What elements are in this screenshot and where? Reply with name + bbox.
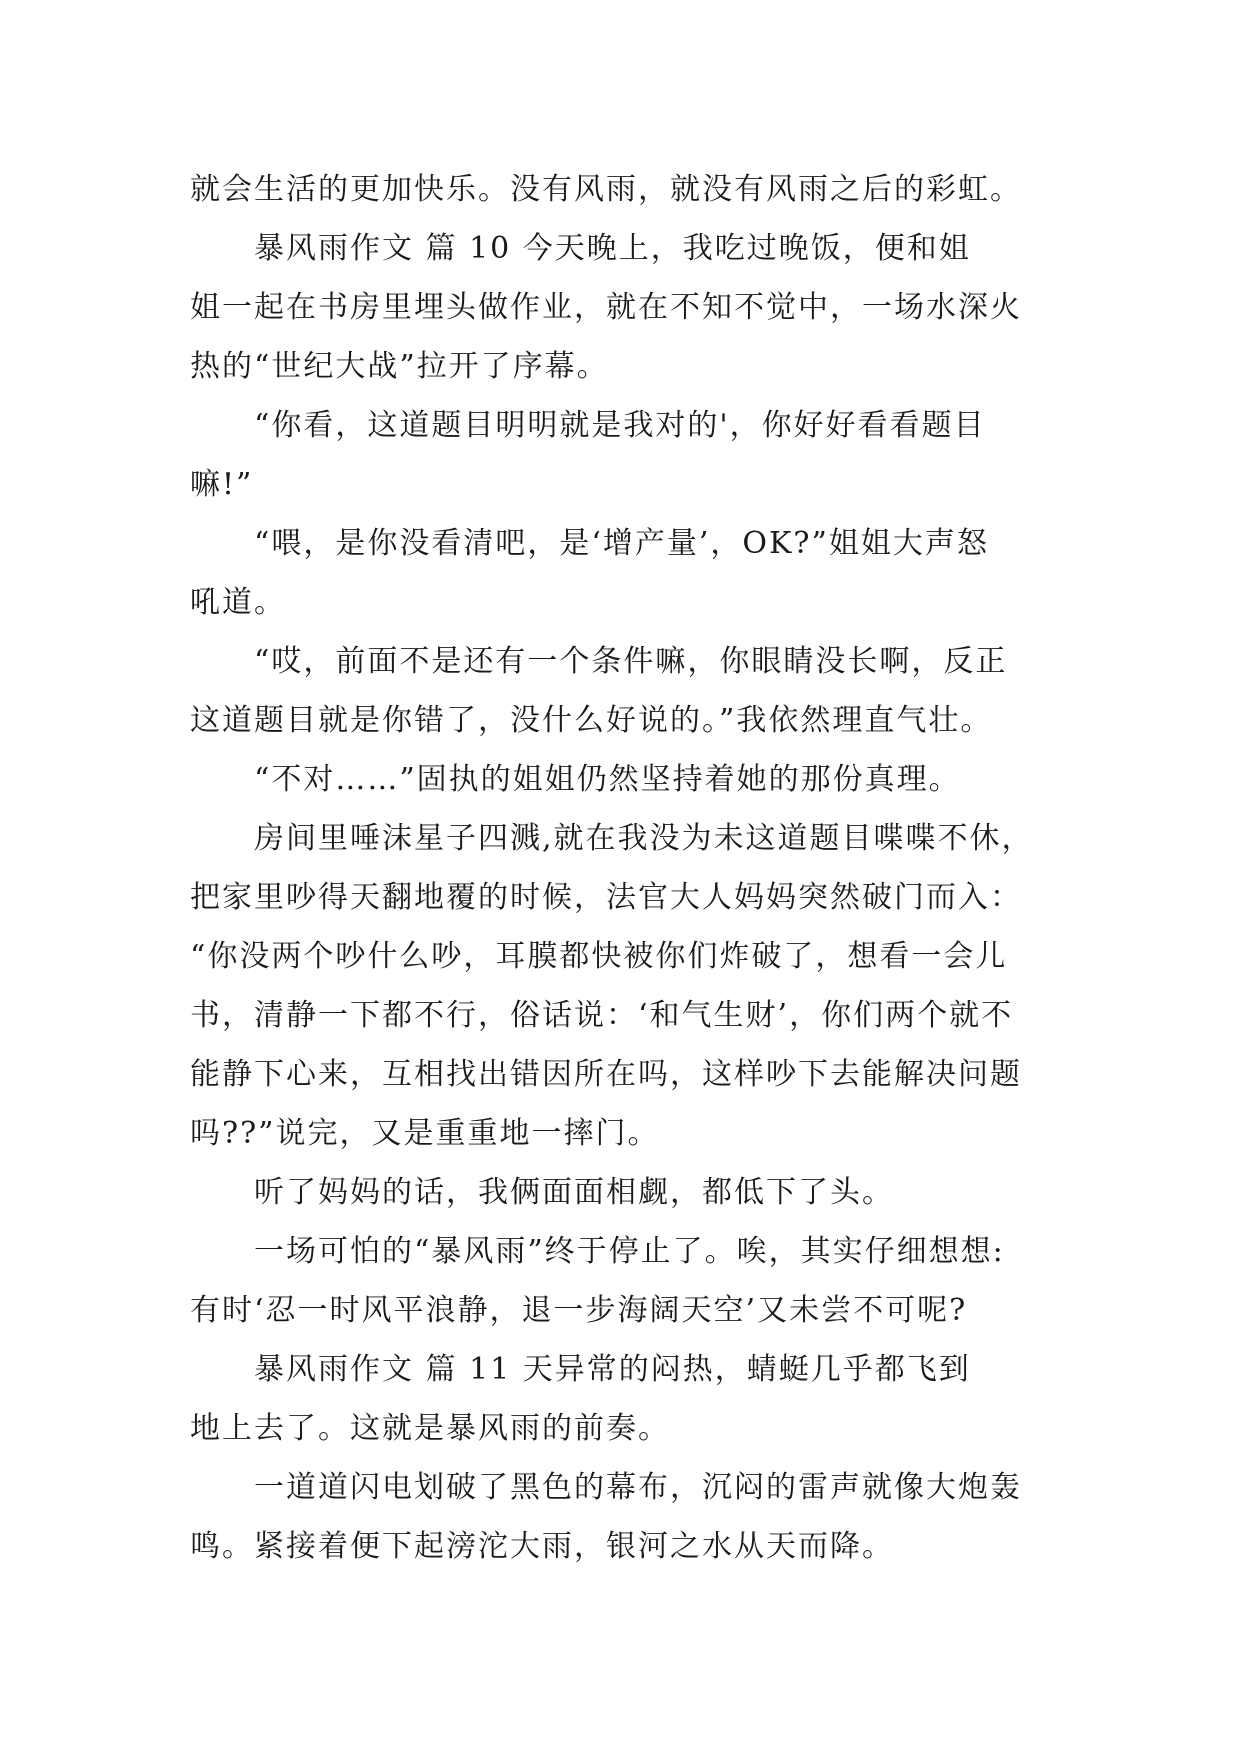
text-line: 这道题目就是你错了，没什么好说的。”我依然理直气壮。 bbox=[190, 703, 993, 738]
text-line: 暴风雨作文 篇 10 今天晚上，我吃过晚饭，便和姐 bbox=[254, 231, 971, 266]
text-line: 有时‘忍一时风平浪静，退一步海阔天空’又未尝不可呢? bbox=[190, 1293, 968, 1328]
text-line: 鸣。紧接着便下起滂沱大雨，银河之水从天而降。 bbox=[190, 1529, 894, 1564]
text-line: “你没两个吵什么吵，耳膜都快被你们炸破了，想看一会儿 bbox=[190, 939, 1008, 974]
text-line: 书，清静一下都不行，俗话说：‘和气生财’，你们两个就不 bbox=[190, 998, 1014, 1033]
text-line: 暴风雨作文 篇 11 天异常的闷热，蜻蜓几乎都飞到 bbox=[254, 1352, 971, 1387]
text-line: “喂，是你没看清吧，是‘增产量’，OK?”姐姐大声怒 bbox=[254, 526, 989, 561]
text-line: 一场可怕的“暴风雨”终于停止了。唉，其实仔细想想: bbox=[254, 1234, 1005, 1269]
text-line: 能静下心来，互相找出错因所在吗，这样吵下去能解决问题 bbox=[190, 1057, 1022, 1092]
text-line: 听了妈妈的话，我俩面面相觑，都低下了头。 bbox=[254, 1175, 894, 1210]
text-line: 嘛!” bbox=[190, 467, 254, 502]
text-line: 把家里吵得天翻地覆的时候，法官大人妈妈突然破门而入： bbox=[190, 880, 1022, 915]
text-line: “不对……”固执的姐姐仍然坚持着她的那份真理。 bbox=[254, 762, 961, 797]
document-body bbox=[190, 160, 1060, 1576]
text-line: 一道道闪电划破了黑色的幕布，沉闷的雷声就像大炮轰 bbox=[254, 1470, 1022, 1505]
text-line: 热的“世纪大战”拉开了序幕。 bbox=[190, 349, 609, 384]
text-line: “你看，这道题目明明就是我对的'，你好好看看题目 bbox=[254, 408, 986, 443]
text-line: 吗??”说完，又是重重地一摔门。 bbox=[190, 1116, 660, 1151]
text-line: “哎，前面不是还有一个条件嘛，你眼睛没长啊，反正 bbox=[254, 644, 1008, 679]
text-line: 吼道。 bbox=[190, 585, 286, 620]
text-line: 姐一起在书房里埋头做作业，就在不知不觉中，一场水深火 bbox=[190, 290, 1022, 325]
text-line: 就会生活的更加快乐。没有风雨，就没有风雨之后的彩虹。 bbox=[190, 172, 1022, 207]
text-line: 房间里唾沫星子四溅,就在我没为未这道题目喋喋不休， bbox=[254, 821, 1034, 856]
text-line: 地上去了。这就是暴风雨的前奏。 bbox=[190, 1411, 670, 1446]
